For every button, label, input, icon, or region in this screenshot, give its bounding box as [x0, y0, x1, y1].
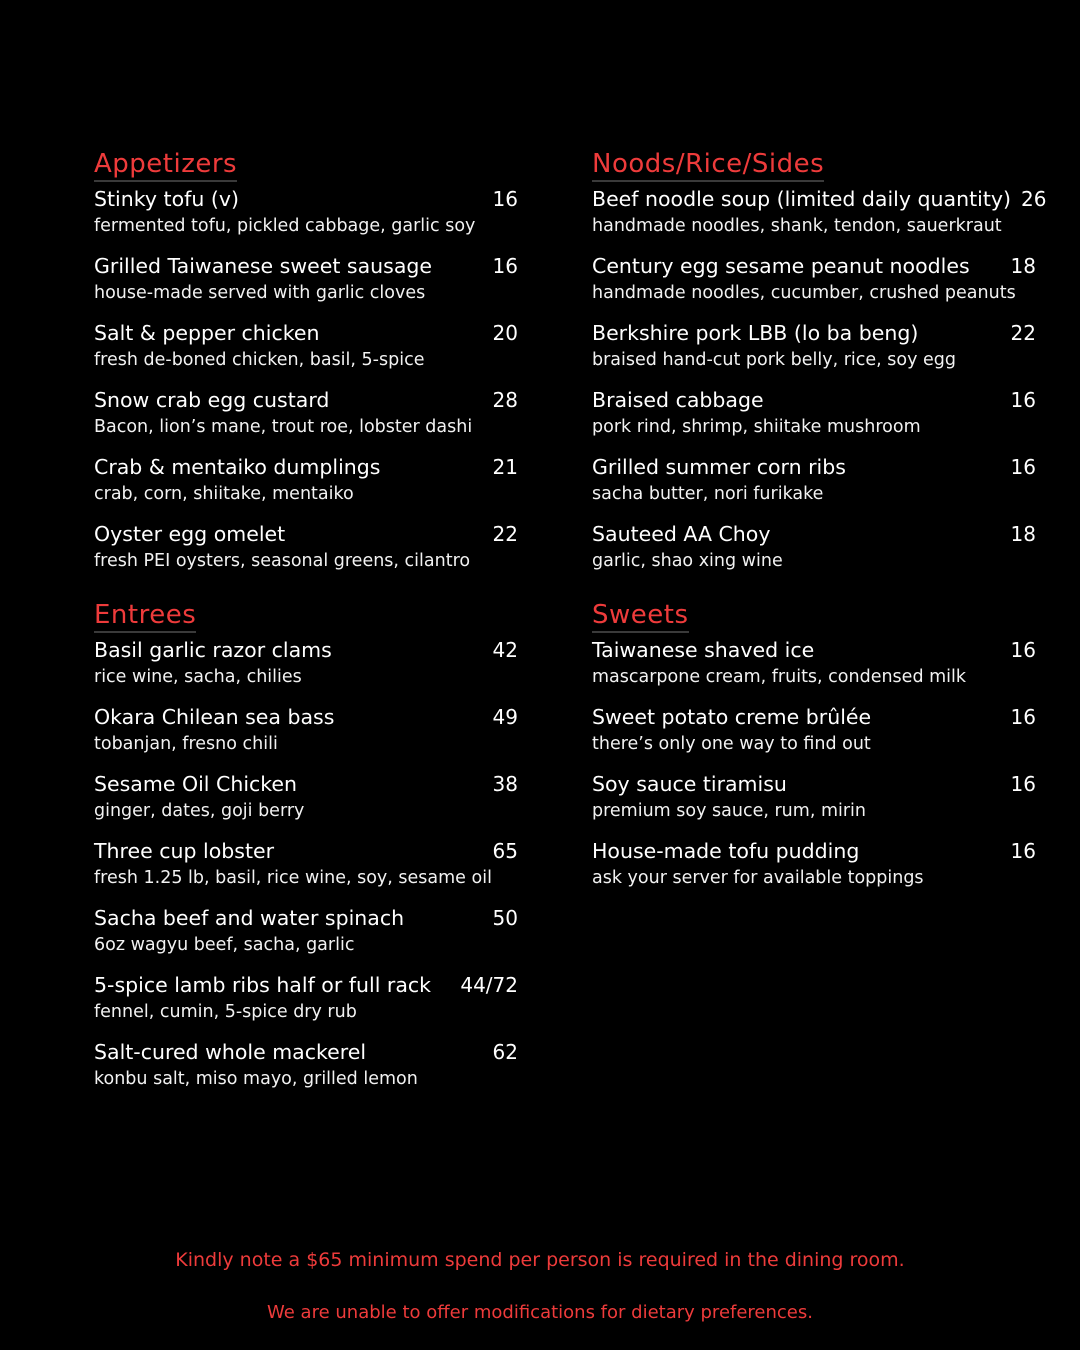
item-description: house-made served with garlic cloves [94, 283, 426, 303]
item-price: 16 [1010, 455, 1036, 479]
item-price: 18 [1010, 522, 1036, 546]
item-name: House-made tofu pudding [592, 839, 860, 863]
item-price: 49 [492, 705, 518, 729]
menu-item [592, 519, 1040, 573]
item-name: 5-spice lamb ribs half or full rack [94, 973, 432, 997]
item-description: fennel, cumin, 5-spice dry rub [94, 1002, 357, 1022]
item-description: mascarpone cream, fruits, condensed milk [592, 667, 967, 687]
item-description: konbu salt, miso mayo, grilled lemon [94, 1069, 418, 1089]
item-description: ginger, dates, goji berry [94, 801, 305, 821]
menu-item [94, 251, 524, 305]
item-name: Crab & mentaiko dumplings [94, 455, 381, 479]
item-description: fresh 1.25 lb, basil, rice wine, soy, sesame oil [94, 868, 492, 888]
menu-right-column [592, 148, 1047, 916]
menu-item [94, 318, 524, 372]
item-name: Grilled summer corn ribs [592, 455, 846, 479]
item-description: there’s only one way to find out [592, 734, 871, 754]
item-name: Sweet potato creme brûlée [592, 705, 872, 729]
item-name: Taiwanese shaved ice [592, 638, 815, 662]
menu-item [94, 635, 524, 689]
item-name: Three cup lobster [94, 839, 275, 863]
item-price: 44/72 [460, 973, 518, 997]
menu-item [94, 519, 524, 573]
menu-item [592, 251, 1040, 305]
item-price: 22 [492, 522, 518, 546]
menu-item [592, 702, 1040, 756]
item-name: Snow crab egg custard [94, 388, 330, 412]
modifications-notice: We are unable to offer modifications for dietary preferences. [267, 1302, 813, 1323]
item-price: 65 [492, 839, 518, 863]
item-price: 42 [492, 638, 518, 662]
item-name: Salt & pepper chicken [94, 321, 320, 345]
item-name: Salt-cured whole mackerel [94, 1040, 367, 1064]
item-name: Grilled Taiwanese sweet sausage [94, 254, 432, 278]
item-name: Oyster egg omelet [94, 522, 286, 546]
item-price: 21 [492, 455, 518, 479]
item-price: 50 [492, 906, 518, 930]
item-name: Okara Chilean sea bass [94, 705, 335, 729]
item-name: Soy sauce tiramisu [592, 772, 787, 796]
menu-item [592, 452, 1040, 506]
item-price: 16 [492, 254, 518, 278]
item-name: Sesame Oil Chicken [94, 772, 298, 796]
item-description: Bacon, lion’s mane, trout roe, lobster dashi [94, 417, 473, 437]
item-price: 20 [492, 321, 518, 345]
menu-item [592, 318, 1040, 372]
item-description: fresh de-boned chicken, basil, 5-spice [94, 350, 425, 370]
minimum-spend-notice: Kindly note a $65 minimum spend per person is required in the dining room. [175, 1249, 905, 1271]
item-name: Stinky tofu (v) [94, 187, 239, 211]
item-price: 18 [1010, 254, 1036, 278]
item-description: tobanjan, fresno chili [94, 734, 278, 754]
item-description: rice wine, sacha, chilies [94, 667, 302, 687]
item-name: Braised cabbage [592, 388, 764, 412]
menu-item [592, 184, 1047, 238]
item-price: 22 [1010, 321, 1036, 345]
sweets-heading: Sweets [592, 599, 689, 633]
item-name: Berkshire pork LBB (lo ba beng) [592, 321, 919, 345]
menu-item [592, 635, 1040, 689]
menu-item [94, 452, 524, 506]
item-description: fresh PEI oysters, seasonal greens, cilantro [94, 551, 471, 571]
menu-item [592, 769, 1040, 823]
item-price: 16 [1010, 388, 1036, 412]
item-description: premium soy sauce, rum, mirin [592, 801, 867, 821]
item-description: crab, corn, shiitake, mentaiko [94, 484, 354, 504]
menu-item [94, 903, 524, 957]
item-name: Sacha beef and water spinach [94, 906, 405, 930]
item-name: Sauteed AA Choy [592, 522, 771, 546]
sweets-section [592, 599, 1040, 890]
item-name: Beef noodle soup (limited daily quantity) [592, 187, 1011, 211]
noods-rice-sides-section [592, 148, 1047, 573]
menu-item [592, 385, 1040, 439]
item-price: 16 [1010, 638, 1036, 662]
item-description: sacha butter, nori furikake [592, 484, 824, 504]
appetizers-heading: Appetizers [94, 148, 237, 182]
menu-item [592, 836, 1040, 890]
menu-item [94, 1037, 524, 1091]
menu-item [94, 769, 524, 823]
item-name: Basil garlic razor clams [94, 638, 332, 662]
item-description: ask your server for available toppings [592, 868, 924, 888]
item-price: 28 [492, 388, 518, 412]
item-description: 6oz wagyu beef, sacha, garlic [94, 935, 355, 955]
item-price: 26 [1021, 187, 1047, 211]
item-description: garlic, shao xing wine [592, 551, 783, 571]
menu-item [94, 184, 524, 238]
item-name: Century egg sesame peanut noodles [592, 254, 970, 278]
item-price: 16 [492, 187, 518, 211]
item-price: 16 [1010, 839, 1036, 863]
item-price: 16 [1010, 772, 1036, 796]
item-description: pork rind, shrimp, shiitake mushroom [592, 417, 921, 437]
item-price: 62 [492, 1040, 518, 1064]
item-description: fermented tofu, pickled cabbage, garlic soy [94, 216, 476, 236]
appetizers-section [94, 148, 524, 573]
item-price: 38 [492, 772, 518, 796]
entrees-heading: Entrees [94, 599, 196, 633]
menu-item [94, 970, 524, 1024]
item-description: handmade noodles, shank, tendon, sauerkraut [592, 216, 1002, 236]
noods-rice-sides-heading: Noods/Rice/Sides [592, 148, 824, 182]
menu-item [94, 836, 524, 890]
item-description: handmade noodles, cucumber, crushed peanuts [592, 283, 1016, 303]
item-description: braised hand-cut pork belly, rice, soy egg [592, 350, 956, 370]
entrees-section [94, 599, 524, 1091]
menu-item [94, 702, 524, 756]
menu-item [94, 385, 524, 439]
item-price: 16 [1010, 705, 1036, 729]
menu-left-column [94, 148, 524, 1117]
